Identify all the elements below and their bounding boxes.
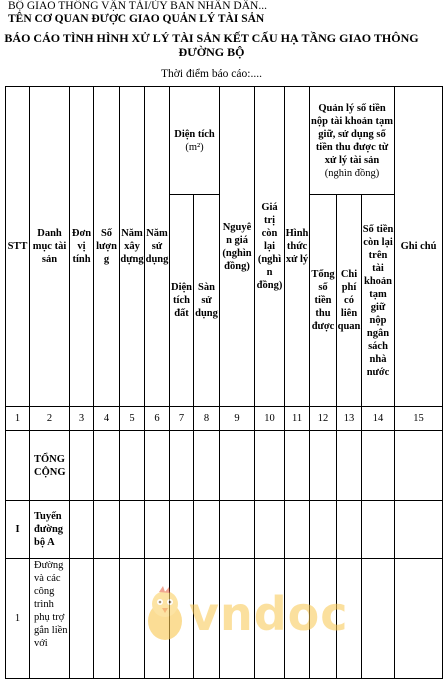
col-stt: STT (6, 87, 30, 407)
col-total-collected: Tổng số tiền thu được (310, 195, 337, 407)
row-stt (6, 431, 30, 501)
col-number: 12 (310, 407, 337, 431)
col-number: 13 (337, 407, 362, 431)
report-time: Thời điểm báo cáo:.... (161, 68, 262, 80)
col-number: 15 (395, 407, 443, 431)
column-number-row (6, 407, 443, 431)
col-year-built: Năm xây dựng (120, 87, 145, 407)
col-number: 9 (220, 407, 255, 431)
col-number: 14 (362, 407, 395, 431)
money-group-unit: (nghìn đồng) (324, 167, 380, 179)
col-remaining-money: Số tiền còn lại trên tài khoản tạm giữ nộp ngân sách nhà nước (362, 195, 395, 407)
col-number: 1 (6, 407, 30, 431)
row-asset-name: Tuyến đường bộ A (30, 501, 70, 559)
col-number: 7 (170, 407, 194, 431)
col-notes: Ghi chú (395, 87, 443, 407)
col-number: 8 (194, 407, 220, 431)
col-number: 5 (120, 407, 145, 431)
row-stt: I (6, 501, 30, 559)
col-remaining-value: Giá trị còn lại (nghìn đồng) (255, 87, 285, 407)
col-original-cost: Nguyên giá (nghìn đồng) (220, 87, 255, 407)
col-number: 10 (255, 407, 285, 431)
row-stt: 1 (6, 559, 30, 679)
col-money-group (310, 87, 395, 195)
col-land-area: Diện tích đất (170, 195, 194, 407)
col-number: 3 (70, 407, 94, 431)
area-group-label: Diện tích (174, 128, 215, 140)
watermark-logo (143, 585, 393, 645)
col-quantity: Số lượng (94, 87, 120, 407)
col-unit: Đơn vị tính (70, 87, 94, 407)
col-number: 4 (94, 407, 120, 431)
col-asset-list: Danh mục tài sản (30, 87, 70, 407)
col-disposal-form: Hình thức xử lý (285, 87, 310, 407)
col-related-costs: Chi phí có liên quan (337, 195, 362, 407)
agency-header: TÊN CƠ QUAN ĐƯỢC GIAO QUẢN LÝ TÀI SẢN (8, 13, 265, 25)
chick-mascot-icon (143, 585, 187, 645)
table-row (6, 501, 443, 559)
row-asset-name: TỔNG CỘNG (30, 431, 70, 501)
col-number: 2 (30, 407, 70, 431)
report-title: BÁO CÁO TÌNH HÌNH XỬ LÝ TÀI SẢN KẾT CẤU HẠ TẦNG GIAO THÔNG ĐƯỜNG BỘ (4, 31, 419, 59)
col-year-used: Năm sử dụng (145, 87, 170, 407)
col-number: 6 (145, 407, 170, 431)
area-group-unit: (m²) (185, 141, 204, 153)
ministry-header: BỘ GIAO THÔNG VẬN TẢI/ỦY BAN NHÂN DÂN... (8, 0, 267, 12)
money-group-label: Quản lý số tiền nộp tài khoản tạm giữ, sử dụng số tiền thu được từ xử lý tài sản (311, 102, 393, 166)
col-area-group (170, 87, 220, 195)
col-number: 11 (285, 407, 310, 431)
row-asset-name: Đường và các công trình phụ trợ gắn liền với (30, 559, 70, 679)
watermark-text: vndoc (189, 587, 349, 641)
table-row (6, 431, 443, 501)
col-floor-area: Sàn sử dụng (194, 195, 220, 407)
